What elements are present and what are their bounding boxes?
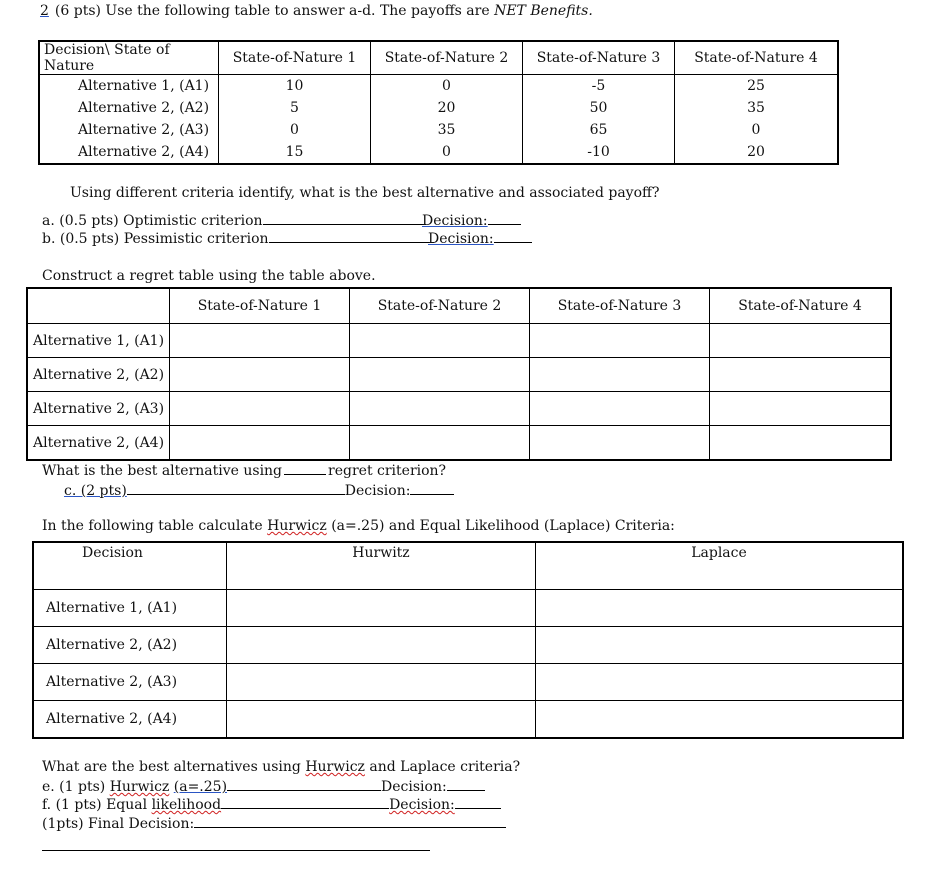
hurwicz-input-cell[interactable] (227, 590, 536, 627)
regret-input-cell[interactable] (170, 392, 350, 426)
regret-type-blank[interactable] (284, 462, 326, 475)
row-label: Alternative 1, (A1) (33, 590, 227, 627)
regret-input-cell[interactable] (530, 392, 710, 426)
regret-answer-blank[interactable] (127, 482, 345, 495)
payoff-cell: 0 (751, 122, 761, 138)
row-label: Alternative 2, (A2) (39, 97, 219, 119)
hurwicz-header-row (33, 542, 903, 590)
hurwicz-input-cell[interactable] (227, 627, 536, 664)
payoff-cell: 20 (747, 144, 765, 160)
question-text: (6 pts) Use the following table to answer a-d. The payoffs are (54, 3, 495, 19)
table-row (33, 627, 903, 664)
row-label: Alternative 2, (A3) (39, 119, 219, 141)
row-label: Alternative 2, (A2) (33, 627, 227, 664)
payoff-cell: 0 (371, 141, 523, 164)
table-row (39, 97, 838, 119)
payoff-col-header: State-of-Nature 4 (675, 41, 839, 75)
regret-input-cell[interactable] (710, 324, 892, 358)
regret-input-cell[interactable] (170, 324, 350, 358)
decision-label: Decision: (428, 231, 494, 247)
laplace-f-line (42, 796, 501, 813)
regret-col-header: State-of-Nature 2 (350, 288, 530, 324)
row-label: Alternative 2, (A4) (33, 701, 227, 739)
question-number: 2 (40, 3, 49, 19)
table-row (39, 75, 838, 98)
final-decision-label: (1pts) Final Decision: (42, 816, 195, 832)
hurwicz-e-line (42, 778, 485, 795)
row-label: Alternative 2, (A2) (27, 358, 170, 392)
regret-col-header: State-of-Nature 4 (710, 288, 892, 324)
hurwicz-input-cell[interactable] (227, 664, 536, 701)
laplace-input-cell[interactable] (536, 664, 904, 701)
optimistic-answer-blank[interactable] (263, 212, 426, 225)
regret-input-cell[interactable] (710, 358, 892, 392)
payoff-col-header: State-of-Nature 2 (371, 41, 523, 75)
pessimistic-answer-blank[interactable] (269, 230, 434, 243)
row-label: Alternative 1, (A1) (27, 324, 170, 358)
optimistic-decision-blank[interactable] (488, 212, 521, 225)
hurwicz-input-cell[interactable] (227, 701, 536, 739)
row-label: Alternative 2, (A3) (33, 664, 227, 701)
hurwicz-col-header: Laplace (536, 542, 904, 590)
payoff-table (38, 40, 839, 165)
e-label-word: Hurwicz (109, 779, 170, 795)
table-row (39, 119, 838, 141)
hurwicz-laplace-table (32, 541, 904, 739)
payoff-cell: 5 (219, 97, 371, 119)
regret-input-cell[interactable] (350, 358, 530, 392)
optimistic-decision (422, 212, 521, 229)
hurwicz-answer-blank[interactable] (227, 778, 381, 791)
payoff-cell: 20 (371, 97, 523, 119)
hurwicz-decision-blank[interactable] (447, 778, 485, 791)
regret-corner-cell (27, 288, 170, 324)
regret-input-cell[interactable] (530, 358, 710, 392)
final-question (42, 759, 520, 775)
question-emphasis: NET Benefits. (494, 3, 593, 19)
regret-header-row (27, 288, 891, 324)
final-question-word: Hurwicz (305, 759, 365, 775)
payoff-cell: 15 (219, 141, 371, 164)
regret-input-cell[interactable] (530, 324, 710, 358)
hurwicz-intro-end: (a=.25) and Equal Likelihood (Laplace) Criteria: (331, 518, 675, 534)
extra-answer-line[interactable] (42, 838, 430, 851)
decision-label: Decision: (381, 779, 447, 795)
laplace-input-cell[interactable] (536, 701, 904, 739)
hurwicz-col-header: Decision (33, 542, 227, 590)
optimistic-label: a. (0.5 pts) Optimistic criterion (42, 213, 263, 229)
laplace-input-cell[interactable] (536, 590, 904, 627)
row-label: Alternative 1, (A1) (39, 75, 219, 98)
laplace-input-cell[interactable] (536, 627, 904, 664)
payoff-col-header: State-of-Nature 1 (219, 41, 371, 75)
pessimistic-label: b. (0.5 pts) Pessimistic criterion (42, 231, 269, 247)
final-decision-blank[interactable] (194, 815, 506, 828)
pessimistic-decision (428, 230, 532, 247)
row-label: Alternative 2, (A4) (39, 141, 219, 164)
payoff-cell: 35 (371, 119, 523, 141)
payoff-cell: 25 (747, 78, 765, 94)
regret-c-label: c. (2 pts) (64, 483, 127, 499)
table-row (39, 141, 838, 164)
regret-col-header: State-of-Nature 3 (530, 288, 710, 324)
hurwicz-intro (42, 518, 675, 534)
table-row (27, 426, 891, 461)
laplace-answer-blank[interactable] (221, 796, 389, 809)
table-row (33, 664, 903, 701)
regret-input-cell[interactable] (170, 426, 350, 461)
payoff-header-row (39, 41, 838, 75)
row-label: Alternative 2, (A3) (27, 392, 170, 426)
regret-table (26, 287, 892, 461)
table-row (27, 392, 891, 426)
pessimistic-question (42, 230, 434, 247)
criteria-prompt: Using different criteria identify, what is the best alternative and associated payoff? (70, 185, 660, 201)
regret-input-cell[interactable] (350, 426, 530, 461)
final-question-start: What are the best alternatives using (42, 759, 306, 775)
regret-input-cell[interactable] (710, 392, 892, 426)
hurwicz-intro-start: In the following table calculate (42, 518, 268, 534)
regret-input-cell[interactable] (170, 358, 350, 392)
laplace-decision-blank[interactable] (455, 796, 501, 809)
table-row (33, 590, 903, 627)
payoff-cell: 10 (219, 75, 371, 98)
payoff-cell: 35 (747, 100, 765, 116)
regret-decision-blank[interactable] (410, 482, 454, 495)
question-header (40, 3, 593, 19)
regret-c-line (64, 482, 454, 499)
table-row (27, 358, 891, 392)
optimistic-question (42, 212, 426, 229)
decision-label: Decision: (389, 797, 455, 813)
pessimistic-decision-blank[interactable] (494, 230, 532, 243)
e-label-end: (a=.25) (173, 779, 228, 795)
regret-question-start: What is the best alternative using (42, 463, 283, 479)
decision-label: Decision: (422, 213, 488, 229)
row-label: Alternative 2, (A4) (27, 426, 170, 461)
regret-col-header: State-of-Nature 1 (170, 288, 350, 324)
regret-input-cell[interactable] (710, 426, 892, 461)
hurwicz-col-header: Hurwitz (227, 542, 536, 590)
f-label-word: likelihood (151, 797, 222, 813)
payoff-col-header: State-of-Nature 3 (523, 41, 675, 75)
regret-input-cell[interactable] (350, 324, 530, 358)
table-row (27, 324, 891, 358)
payoff-col-header: Decision\ State of Nature (39, 41, 219, 75)
payoff-cell: 65 (523, 119, 675, 141)
regret-intro: Construct a regret table using the table above. (42, 268, 376, 284)
final-question-end: and Laplace criteria? (369, 759, 521, 775)
final-decision-line (42, 815, 506, 832)
payoff-cell: -10 (523, 141, 675, 164)
regret-input-cell[interactable] (350, 392, 530, 426)
payoff-cell: 0 (219, 119, 371, 141)
regret-question (42, 462, 446, 479)
table-row (33, 701, 903, 739)
payoff-cell: 0 (371, 75, 523, 98)
regret-question-end: regret criterion? (328, 463, 447, 479)
f-label-start: f. (1 pts) Equal (42, 797, 152, 813)
hurwicz-intro-word: Hurwicz (267, 518, 327, 534)
regret-input-cell[interactable] (530, 426, 710, 461)
decision-label: Decision: (344, 483, 411, 499)
e-label-start: e. (1 pts) (42, 779, 110, 795)
payoff-cell: 50 (523, 97, 675, 119)
payoff-cell: -5 (523, 75, 675, 98)
